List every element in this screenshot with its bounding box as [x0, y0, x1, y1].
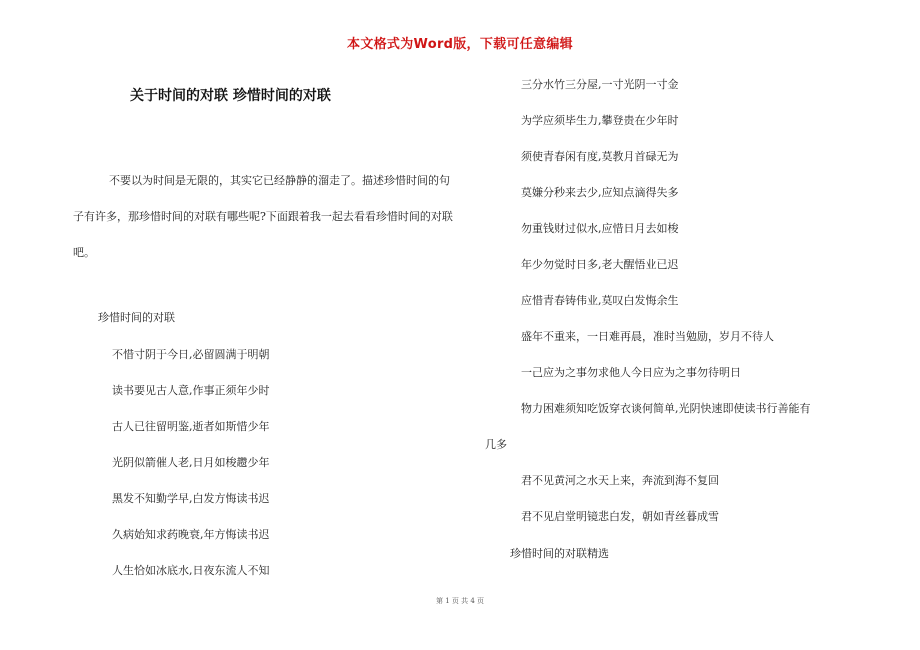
couplet-line: 不惜寸阴于今日,必留圆满于明朝 [112, 348, 270, 361]
format-banner: 本文格式为Word版，下载可任意编辑 [347, 37, 573, 52]
couplet-line: 久病始知求药晚衰,年方悔读书迟 [112, 528, 270, 541]
couplet-line: 应惜青春铸伟业,莫叹白发悔余生 [521, 294, 679, 307]
couplet-line: 一己应为之事勿求他人今日应为之事勿待明日 [521, 366, 741, 379]
couplet-line: 物力困难须知吃饭穿衣谈何简单,光阴快速即使读书行善能有 [521, 402, 811, 415]
couplet-line: 勿重钱财过似水,应惜日月去如梭 [521, 222, 679, 235]
couplet-line: 须使青春闲有度,莫教月首碌无为 [521, 150, 679, 163]
couplet-line-continuation: 几多 [485, 438, 507, 451]
couplet-line: 人生恰如冰底水,日夜东流人不知 [112, 564, 270, 577]
couplet-line: 三分水竹三分屋,一寸光阴一寸金 [521, 78, 679, 91]
couplet-line: 君不见黄河之水天上来，奔流到海不复回 [521, 474, 719, 487]
couplet-line: 光阴似箭催人老,日月如梭趱少年 [112, 456, 270, 469]
page-title: 关于时间的对联 珍惜时间的对联 [130, 88, 331, 104]
couplet-line: 读书要见古人意,作事正须年少时 [112, 384, 270, 397]
intro-paragraph [73, 163, 458, 271]
couplet-line: 年少勿觉时日多,老大醒悟业已迟 [521, 258, 679, 271]
couplet-line: 莫嫌分秒来去少,应知点滴得失多 [521, 186, 679, 199]
intro-text: 不要以为时间是无限的，其实它已经静静的溜走了。描述珍惜时间的句子有许多，那珍惜时间的对联有哪些呢?下面跟着我一起去看看珍惜时间的对联吧。 [73, 174, 453, 259]
couplet-line: 古人已往留明鉴,逝者如斯惜少年 [112, 420, 270, 433]
section-heading-selected: 珍惜时间的对联精选 [510, 547, 609, 560]
couplet-line: 盛年不重来，一日难再晨，准时当勉励，岁月不待人 [521, 330, 774, 343]
section-heading-couplets: 珍惜时间的对联 [98, 311, 175, 324]
page-number: 第 1 页 共 4 页 [435, 597, 485, 605]
couplet-line: 黑发不知勤学早,白发方悔读书迟 [112, 492, 270, 505]
couplet-line: 为学应须毕生力,攀登贵在少年时 [521, 114, 679, 127]
couplet-line: 君不见启堂明镜悲白发，朝如青丝暮成雪 [521, 510, 719, 523]
